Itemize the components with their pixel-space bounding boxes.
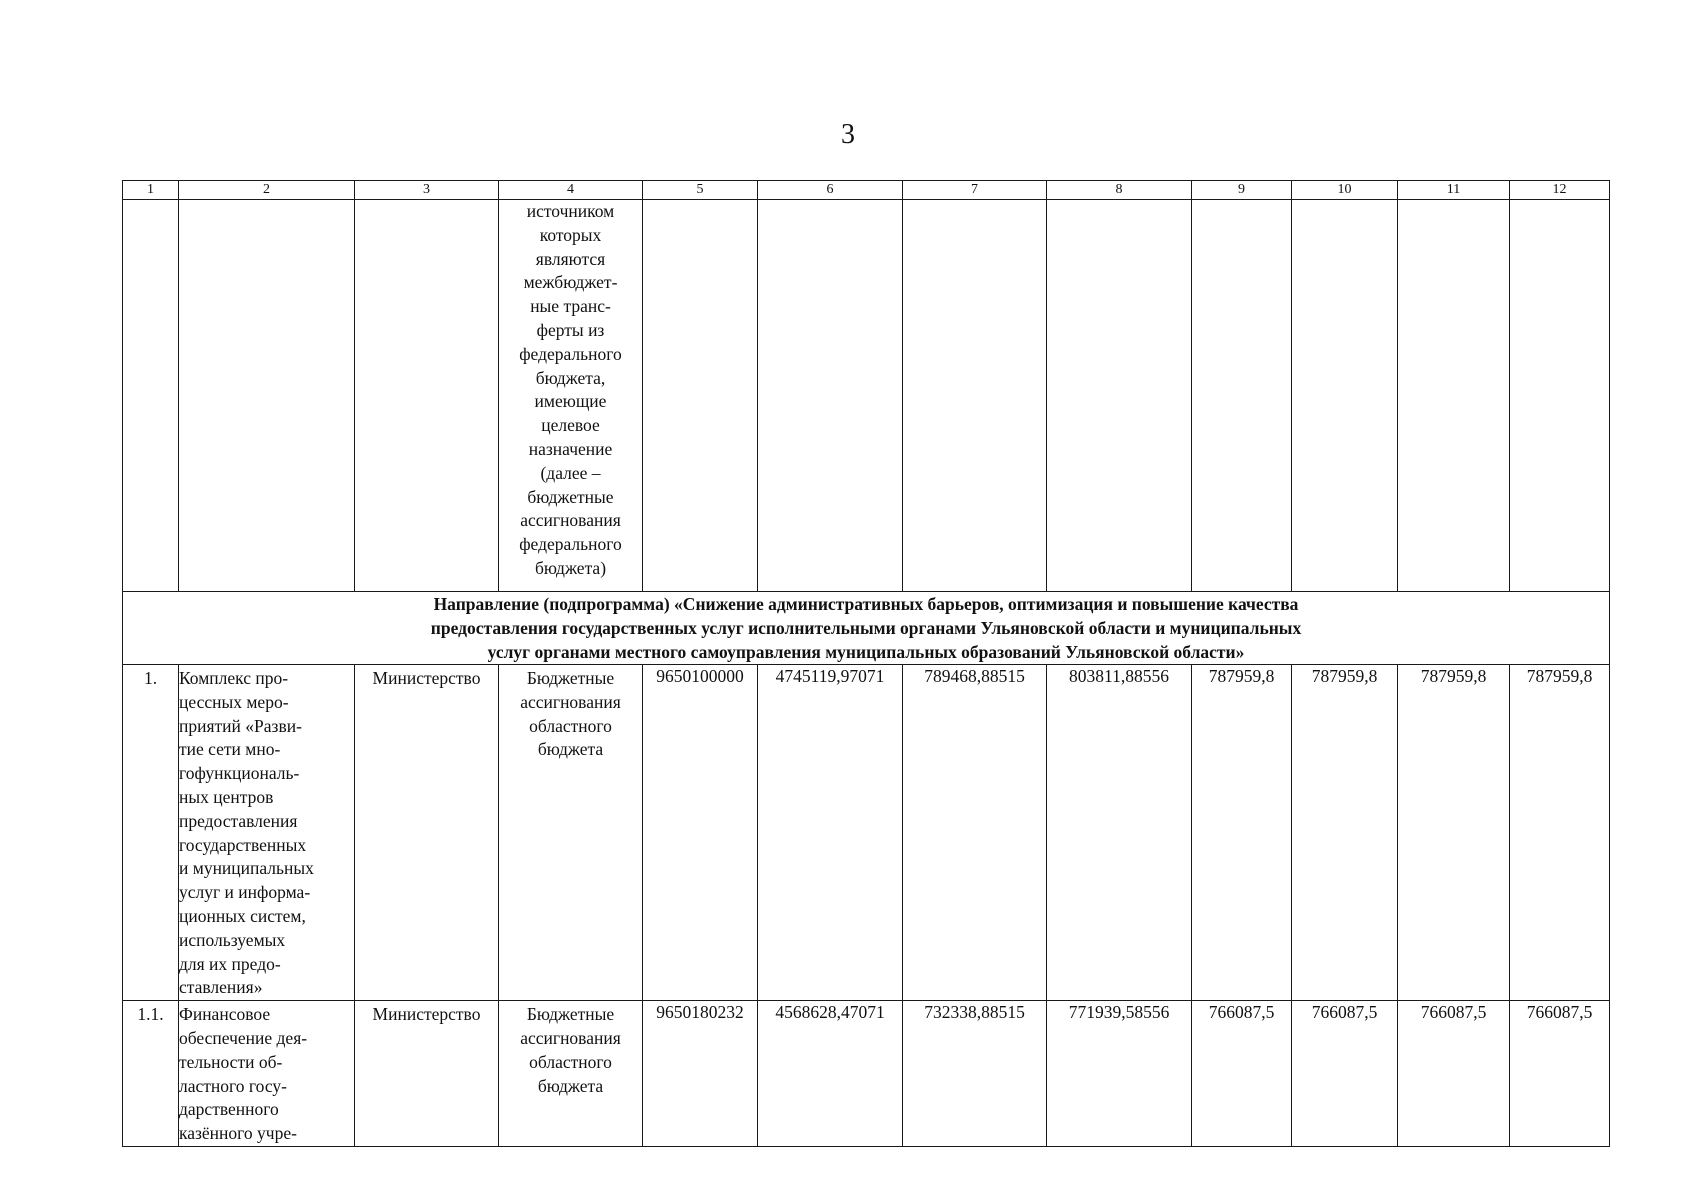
cont-source-line: назначение <box>528 438 613 459</box>
row-name-line: государственных <box>179 834 307 855</box>
row-name-line: ставления» <box>179 977 263 998</box>
cont-cell-6 <box>758 200 903 592</box>
row-name-line: Комплекс про- <box>179 668 289 688</box>
row-name-line: обеспечение дея- <box>179 1027 308 1048</box>
row-name-line: для их предо- <box>179 953 281 974</box>
row-value-year-3: 787959,8 <box>1192 665 1292 1001</box>
row-name-line: ластного госу- <box>179 1075 287 1096</box>
section-heading-row <box>123 592 1610 665</box>
column-number-11: 11 <box>1398 181 1510 200</box>
row-value-year-4: 787959,8 <box>1292 665 1398 1001</box>
cont-source-line: источником <box>526 201 615 221</box>
row-value-total: 4568628,47071 <box>758 1001 903 1147</box>
cont-source-line: (далее – <box>540 462 601 483</box>
table-row <box>123 665 1610 1001</box>
row-value-year-4: 766087,5 <box>1292 1001 1398 1147</box>
cont-source-line: которых <box>539 224 602 245</box>
row-value-year-5: 766087,5 <box>1398 1001 1510 1147</box>
column-number-1: 1 <box>123 181 179 200</box>
column-number-5: 5 <box>643 181 758 200</box>
table-row <box>123 1001 1610 1147</box>
row-value-year-6: 766087,5 <box>1510 1001 1610 1147</box>
cont-source-line: бюджета, <box>535 367 606 388</box>
cont-cell-2 <box>179 200 355 592</box>
row-name-line: предоставления <box>179 810 298 831</box>
cont-source-line: ферты из <box>536 319 605 340</box>
row-value-year-5: 787959,8 <box>1398 665 1510 1001</box>
column-number-8: 8 <box>1047 181 1192 200</box>
column-number-6: 6 <box>758 181 903 200</box>
column-number-4: 4 <box>499 181 643 200</box>
page-number: 3 <box>841 119 855 150</box>
column-number-12: 12 <box>1510 181 1610 200</box>
column-number-2: 2 <box>179 181 355 200</box>
cont-source-line: являются <box>535 248 606 269</box>
cont-source-line: ассигнования <box>520 510 621 531</box>
row-source-cell <box>499 1001 643 1147</box>
column-number-row <box>123 181 1610 200</box>
row-name-line: гофункциональ- <box>179 763 300 784</box>
row-name-line: услуг и информа- <box>179 882 311 903</box>
row-name-line: и муниципальных <box>179 858 314 879</box>
cont-cell-7 <box>903 200 1047 592</box>
row-value-year-2: 803811,88556 <box>1047 665 1192 1001</box>
row-name-line: ционных систем, <box>179 905 306 926</box>
cont-source-line: бюджета) <box>534 557 607 578</box>
section-heading <box>123 592 1610 665</box>
row-name-line: используемых <box>179 929 286 950</box>
cont-source-line: имеющие <box>534 391 607 412</box>
cont-cell-10 <box>1292 200 1398 592</box>
row-source-line: Бюджетные <box>526 668 615 688</box>
cont-cell-1 <box>123 200 179 592</box>
row-value-year-3: 766087,5 <box>1192 1001 1292 1147</box>
row-source-line: ассигнования <box>520 691 621 712</box>
section-heading-line: Направление (подпрограмма) «Снижение административных барьеров, оптимизация и повышение качества <box>433 594 1299 614</box>
row-number: 1. <box>123 665 179 1001</box>
section-heading-line: предоставления государственных услуг исполнительными органами Ульяновской области и муниципальных <box>430 618 1302 638</box>
cont-cell-9 <box>1192 200 1292 592</box>
row-value-year-1: 732338,88515 <box>903 1001 1047 1147</box>
row-source-line: Бюджетные <box>526 1004 615 1025</box>
cont-cell-5 <box>643 200 758 592</box>
cont-source-line: федерального <box>519 534 622 555</box>
row-name-line: приятий «Разви- <box>179 715 302 736</box>
continuation-row <box>123 200 1610 592</box>
row-name-line: тие сети мно- <box>179 739 281 760</box>
column-number-7: 7 <box>903 181 1047 200</box>
cont-cell-12 <box>1510 200 1610 592</box>
row-name-cell <box>179 665 355 1001</box>
row-value-year-6: 787959,8 <box>1510 665 1610 1001</box>
row-name-line: дарственного <box>179 1099 279 1120</box>
row-name-line: ных центров <box>179 786 274 807</box>
row-source-line: областного <box>529 715 612 736</box>
row-source-line: бюджета <box>537 1075 604 1096</box>
column-number-3: 3 <box>355 181 499 200</box>
row-value-year-2: 771939,58556 <box>1047 1001 1192 1147</box>
row-name-line: цессных меро- <box>179 691 289 712</box>
cont-source-line: бюджетные <box>527 486 614 507</box>
cont-source-line: федерального <box>519 343 622 364</box>
cont-source-line: ные транс- <box>530 296 611 317</box>
row-responsible: Министерство <box>355 665 499 1001</box>
cont-cell-8 <box>1047 200 1192 592</box>
row-name-line: Финансовое <box>179 1004 271 1025</box>
cont-cell-11 <box>1398 200 1510 592</box>
cont-source-line: целевое <box>541 415 600 436</box>
column-number-9: 9 <box>1192 181 1292 200</box>
cont-source-cell <box>499 200 643 592</box>
row-number: 1.1. <box>123 1001 179 1147</box>
row-responsible: Министерство <box>355 1001 499 1147</box>
row-code: 9650100000 <box>643 665 758 1001</box>
row-name-cell <box>179 1001 355 1147</box>
column-number-10: 10 <box>1292 181 1398 200</box>
row-value-year-1: 789468,88515 <box>903 665 1047 1001</box>
budget-table <box>122 180 1610 1147</box>
cont-cell-3 <box>355 200 499 592</box>
row-name-line: казённого учре- <box>179 1123 297 1144</box>
row-source-line: ассигнования <box>520 1027 621 1048</box>
row-name-line: тельности об- <box>179 1051 283 1072</box>
row-source-cell <box>499 665 643 1001</box>
row-value-total: 4745119,97071 <box>758 665 903 1001</box>
row-source-line: областного <box>529 1051 612 1072</box>
section-heading-line: услуг органами местного самоуправления муниципальных образований Ульяновской области» <box>487 642 1245 662</box>
cont-source-line: межбюджет- <box>523 272 618 293</box>
row-source-line: бюджета <box>537 739 604 760</box>
row-code: 9650180232 <box>643 1001 758 1147</box>
